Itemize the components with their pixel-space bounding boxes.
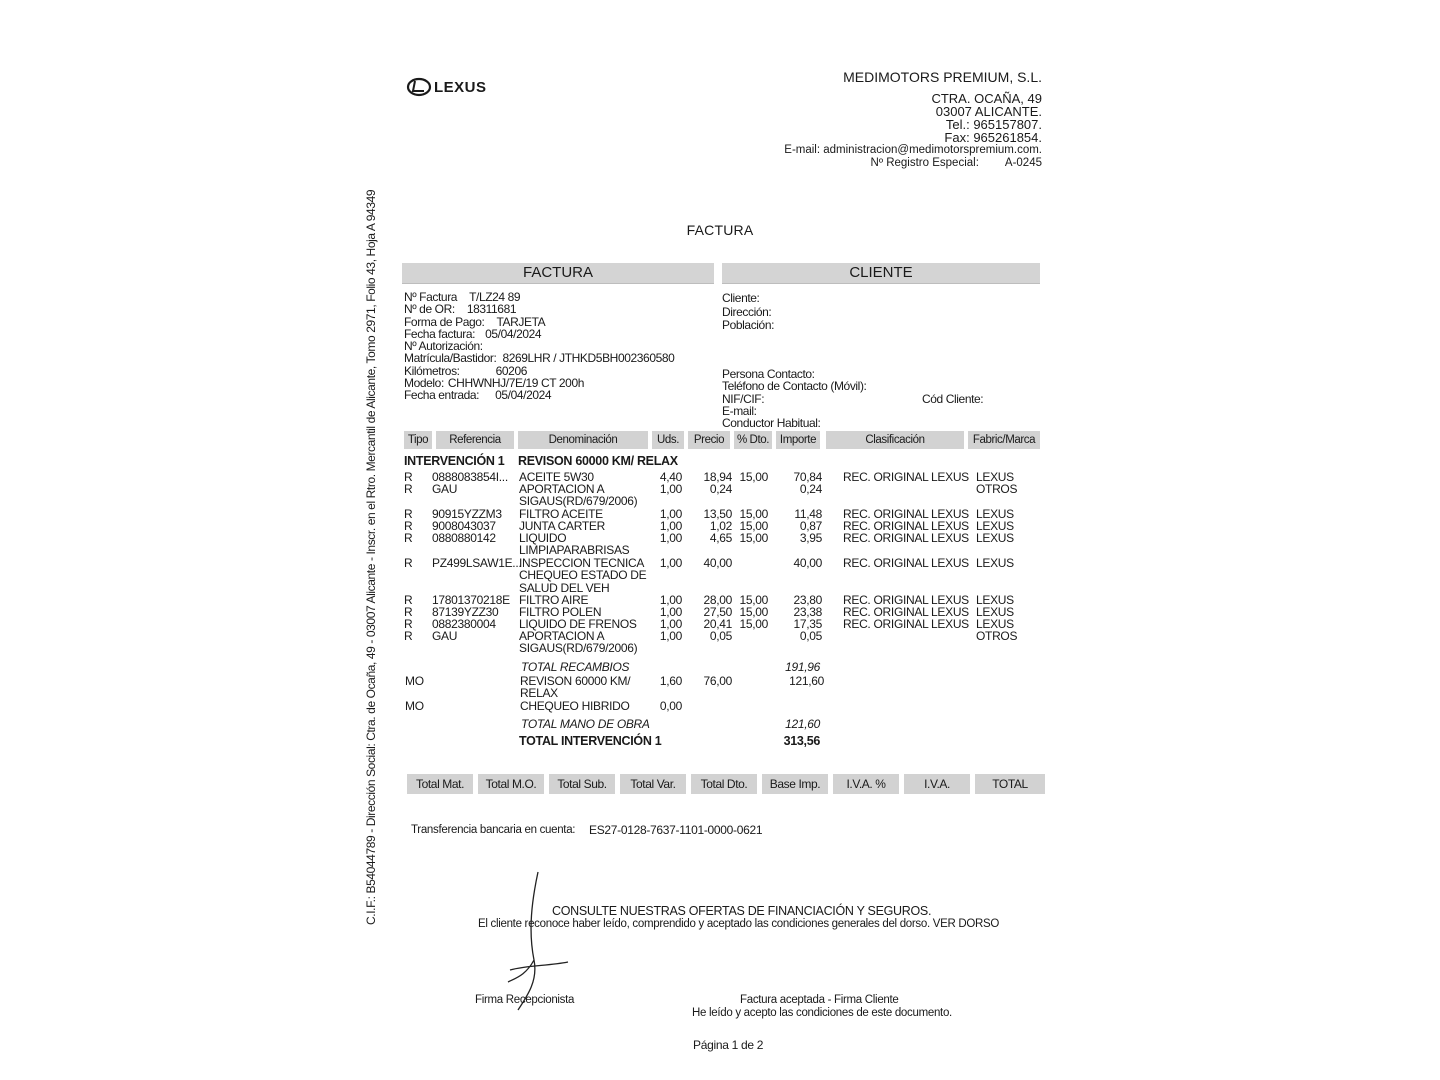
line-uds: 1,00 xyxy=(659,531,682,545)
svg-text:LEXUS: LEXUS xyxy=(434,79,487,96)
col-denominacion: Denominación xyxy=(518,431,650,449)
line-denominacion: SALUD DEL VEH xyxy=(519,580,610,595)
col-uds: Uds. xyxy=(652,431,686,449)
line-marca: LEXUS xyxy=(976,556,1014,570)
conditions-notice: El cliente reconoce haber leído, comprendido y aceptado las condiciones generales del dorso. VER DORSO xyxy=(478,918,1000,930)
line-uds: 1,00 xyxy=(659,593,682,607)
line-denominacion: LIQUIDO DE FRENOS xyxy=(519,617,637,631)
line-precio: 4,65 xyxy=(709,531,732,545)
mo-uds: 1,60 xyxy=(659,674,682,688)
mo-tipo: MO xyxy=(405,699,424,713)
line-marca: LEXUS xyxy=(976,593,1014,607)
line-tipo: R xyxy=(404,519,413,533)
total-intervencion-label: TOTAL INTERVENCIÓN 1 xyxy=(519,734,662,748)
cod-cliente-label: Cód Cliente: xyxy=(922,392,984,406)
line-marca: LEXUS xyxy=(976,617,1014,631)
factura-section-header: FACTURA xyxy=(402,263,714,284)
line-denominacion: JUNTA CARTER xyxy=(519,519,605,533)
line-precio: 13,50 xyxy=(703,507,732,521)
mo-denominacion: RELAX xyxy=(520,686,558,701)
line-marca: LEXUS xyxy=(976,507,1014,521)
iva-header: I.V.A. xyxy=(904,774,970,794)
line-referencia: 87139YZZ30 xyxy=(432,605,499,619)
total-recambios-label: TOTAL RECAMBIOS xyxy=(521,660,630,674)
line-tipo: R xyxy=(404,617,413,631)
line-denominacion: INSPECCION TECNICA xyxy=(519,556,645,570)
line-tipo: R xyxy=(404,507,413,521)
line-importe: 70,84 xyxy=(793,470,822,484)
company-email: E-mail: administracion@medimotorspremium.com. xyxy=(784,144,1042,156)
col-referencia: Referencia xyxy=(436,431,516,449)
total-var-header: Total Var. xyxy=(620,774,686,794)
mo-denominacion: CHEQUEO HIBRIDO xyxy=(520,699,630,713)
intervention-title: REVISON 60000 KM/ RELAX xyxy=(518,454,678,468)
line-marca: OTROS xyxy=(976,482,1018,496)
line-clasificacion: REC. ORIGINAL LEXUS xyxy=(843,605,969,619)
mo-precio: 76,00 xyxy=(703,674,732,688)
line-marca: LEXUS xyxy=(976,531,1014,545)
line-marca: LEXUS xyxy=(976,519,1014,533)
line-tipo: R xyxy=(404,629,413,643)
line-denominacion: CHEQUEO ESTADO DE xyxy=(519,568,647,583)
col-dto: % Dto. xyxy=(734,431,774,449)
intervention-label: INTERVENCIÓN 1 xyxy=(404,454,505,468)
field-fecha-factura: Fecha factura: 05/04/2024 xyxy=(404,326,542,341)
telefono-label: Teléfono de Contacto (Móvil): xyxy=(722,379,867,394)
email-label: E-mail: xyxy=(722,403,757,418)
line-referencia: 0880880142 xyxy=(432,531,496,545)
field-forma-pago: Forma de Pago: TARJETA xyxy=(404,314,546,329)
factura-fields xyxy=(404,291,674,402)
field-autorizacion: Nº Autorización: xyxy=(404,339,483,354)
line-precio: 18,94 xyxy=(703,470,732,484)
base-imp-header: Base Imp. xyxy=(762,774,828,794)
line-precio: 1,02 xyxy=(709,519,732,533)
lexus-logo xyxy=(406,76,512,98)
field-fecha-entrada: Fecha entrada: 05/04/2024 xyxy=(404,388,552,403)
line-denominacion: LIQUIDO xyxy=(519,531,567,545)
mo-tipo: MO xyxy=(405,674,424,688)
line-precio: 40,00 xyxy=(703,556,732,570)
col-importe: Importe xyxy=(776,431,822,449)
line-uds: 1,00 xyxy=(659,482,682,496)
line-importe: 17,35 xyxy=(793,617,822,631)
mo-uds: 0,00 xyxy=(659,699,682,713)
line-precio: 0,24 xyxy=(709,482,732,496)
line-referencia: GAU xyxy=(432,482,458,496)
line-denominacion: FILTRO ACEITE xyxy=(519,507,603,521)
total-mat-header: Total Mat. xyxy=(407,774,473,794)
line-clasificacion: REC. ORIGINAL LEXUS xyxy=(843,617,969,631)
line-clasificacion: REC. ORIGINAL LEXUS xyxy=(843,470,969,484)
line-clasificacion: REC. ORIGINAL LEXUS xyxy=(843,519,969,533)
line-dto: 15,00 xyxy=(739,519,768,533)
line-clasificacion: REC. ORIGINAL LEXUS xyxy=(843,531,969,545)
line-dto: 15,00 xyxy=(739,605,768,619)
line-precio: 20,41 xyxy=(703,617,732,631)
line-denominacion: APORTACION A xyxy=(519,482,605,496)
line-referencia: GAU xyxy=(432,629,458,643)
line-precio: 27,50 xyxy=(703,605,732,619)
line-importe: 23,38 xyxy=(793,605,822,619)
line-importe: 23,80 xyxy=(793,593,822,607)
line-denominacion: FILTRO AIRE xyxy=(519,593,589,607)
line-denominacion: FILTRO POLEN xyxy=(519,605,602,619)
financing-notice: CONSULTE NUESTRAS OFERTAS DE FINANCIACIÓN Y SEGUROS. xyxy=(552,904,932,918)
line-precio: 28,00 xyxy=(703,593,732,607)
mo-denominacion: REVISON 60000 KM/ xyxy=(520,674,631,688)
page-number: Página 1 de 2 xyxy=(693,1038,764,1052)
line-importe: 40,00 xyxy=(793,556,822,570)
line-uds: 1,00 xyxy=(659,617,682,631)
document-title: FACTURA xyxy=(686,222,754,238)
total-mano-obra-label: TOTAL MANO DE OBRA xyxy=(521,717,650,731)
iva-pct-header: I.V.A. % xyxy=(833,774,899,794)
total-header: TOTAL xyxy=(975,774,1045,794)
company-address2: 03007 ALICANTE. xyxy=(935,104,1042,119)
line-uds: 1,00 xyxy=(659,507,682,521)
line-denominacion: ACEITE 5W30 xyxy=(519,470,594,484)
line-denominacion: SIGAUS(RD/679/2006) xyxy=(519,494,638,509)
field-matricula: Matrícula/Bastidor: 8269LHR / JTHKD5BH002360580 xyxy=(404,351,675,366)
cliente-fields xyxy=(722,292,774,333)
line-uds: 1,00 xyxy=(659,556,682,570)
col-clasificacion: Clasificación xyxy=(826,431,966,449)
total-recambios-value: 191,96 xyxy=(785,660,820,674)
line-denominacion: SIGAUS(RD/679/2006) xyxy=(519,641,638,656)
line-referencia: PZ499LSAW1E... xyxy=(432,556,522,570)
persona-contacto-label: Persona Contacto: xyxy=(722,367,815,381)
line-tipo: R xyxy=(404,531,413,545)
total-intervencion-value: 313,56 xyxy=(783,734,820,748)
line-precio: 0,05 xyxy=(709,629,732,643)
line-denominacion: LIMPIAPARABRISAS xyxy=(519,543,630,558)
company-info xyxy=(784,71,1042,170)
contacto-fields xyxy=(722,368,866,429)
line-importe: 3,95 xyxy=(799,531,822,545)
field-nfactura: Nº Factura T/LZ24 89 xyxy=(404,290,521,304)
line-uds: 1,00 xyxy=(659,629,682,643)
conductor-label: Conductor Habitual: xyxy=(722,416,821,431)
line-uds: 1,00 xyxy=(659,519,682,533)
line-marca: OTROS xyxy=(976,629,1018,643)
bank-iban: ES27-0128-7637-1101-0000-0621 xyxy=(589,823,763,837)
nif-label: NIF/CIF: xyxy=(722,391,765,406)
total-dto-header: Total Dto. xyxy=(691,774,757,794)
line-dto: 15,00 xyxy=(739,593,768,607)
line-importe: 0,87 xyxy=(799,519,822,533)
company-tel: Tel.: 965157807. xyxy=(945,117,1042,132)
poblacion-label: Población: xyxy=(722,318,775,332)
line-denominacion: APORTACION A xyxy=(519,629,605,643)
line-importe: 11,48 xyxy=(794,507,822,521)
field-modelo: Modelo: CHHWNHJ/7E/19 CT 200h xyxy=(404,376,584,391)
line-tipo: R xyxy=(404,482,413,496)
col-tipo: Tipo xyxy=(404,431,434,449)
total-mano-obra-value: 121,60 xyxy=(785,717,820,731)
company-fax: Fax: 965261854. xyxy=(944,130,1042,145)
line-referencia: 17801370218E xyxy=(432,593,510,607)
line-marca: LEXUS xyxy=(976,605,1014,619)
mo-importe: 121,60 xyxy=(789,674,824,688)
line-referencia: 90915YZZM3 xyxy=(432,507,502,521)
line-clasificacion: REC. ORIGINAL LEXUS xyxy=(843,507,969,521)
line-clasificacion: REC. ORIGINAL LEXUS xyxy=(843,556,969,570)
col-precio: Precio xyxy=(688,431,732,449)
firma-cliente-title: Factura aceptada - Firma Cliente xyxy=(740,994,899,1006)
company-name: MEDIMOTORS PREMIUM, S.L. xyxy=(843,69,1042,85)
cliente-label: Cliente: xyxy=(722,291,760,305)
line-uds: 4,40 xyxy=(659,470,682,484)
firma-recepcionista: Firma Recepcionista xyxy=(475,994,575,1006)
line-importe: 0,05 xyxy=(799,629,822,643)
line-tipo: R xyxy=(404,605,413,619)
bank-label: Transferencia bancaria en cuenta: xyxy=(411,824,576,836)
direccion-label: Dirección: xyxy=(722,304,772,319)
col-marca: Fabric/Marca xyxy=(968,431,1042,449)
field-nor: Nº de OR: 18311681 xyxy=(404,302,517,317)
company-address1: CTRA. OCAÑA, 49 xyxy=(931,91,1042,106)
line-tipo: R xyxy=(404,593,413,607)
line-dto: 15,00 xyxy=(739,617,768,631)
line-tipo: R xyxy=(404,556,413,570)
line-dto: 15,00 xyxy=(739,470,768,484)
field-kilometros: Kilómetros: 60206 xyxy=(404,363,527,378)
line-dto: 15,00 xyxy=(739,507,768,521)
line-marca: LEXUS xyxy=(976,470,1014,484)
line-referencia: 9008043037 xyxy=(432,519,496,533)
legal-side-text: C.I.F.: B54044789 - Dirección Social: Ctra. de Ocaña, 49 - 03007 Alicante - Inscr. en el Rtro. Mercantil de Alicante, Tomo 2971, Folio 43, Hoja A 94349 xyxy=(364,189,378,925)
total-sub-header: Total Sub. xyxy=(549,774,615,794)
total-mo-header: Total M.O. xyxy=(478,774,544,794)
cliente-section-header: CLIENTE xyxy=(722,263,1040,284)
line-referencia: 0882380004 xyxy=(432,617,496,631)
firma-cliente-text: He leído y acepto las condiciones de este documento. xyxy=(692,1007,952,1019)
line-referencia: 0888083854I... xyxy=(432,470,508,484)
company-registro: Nº Registro Especial: A-0245 xyxy=(870,157,1042,169)
line-importe: 0,24 xyxy=(799,482,822,496)
line-dto: 15,00 xyxy=(739,531,768,545)
line-uds: 1,00 xyxy=(659,605,682,619)
line-clasificacion: REC. ORIGINAL LEXUS xyxy=(843,593,969,607)
line-tipo: R xyxy=(404,470,413,484)
